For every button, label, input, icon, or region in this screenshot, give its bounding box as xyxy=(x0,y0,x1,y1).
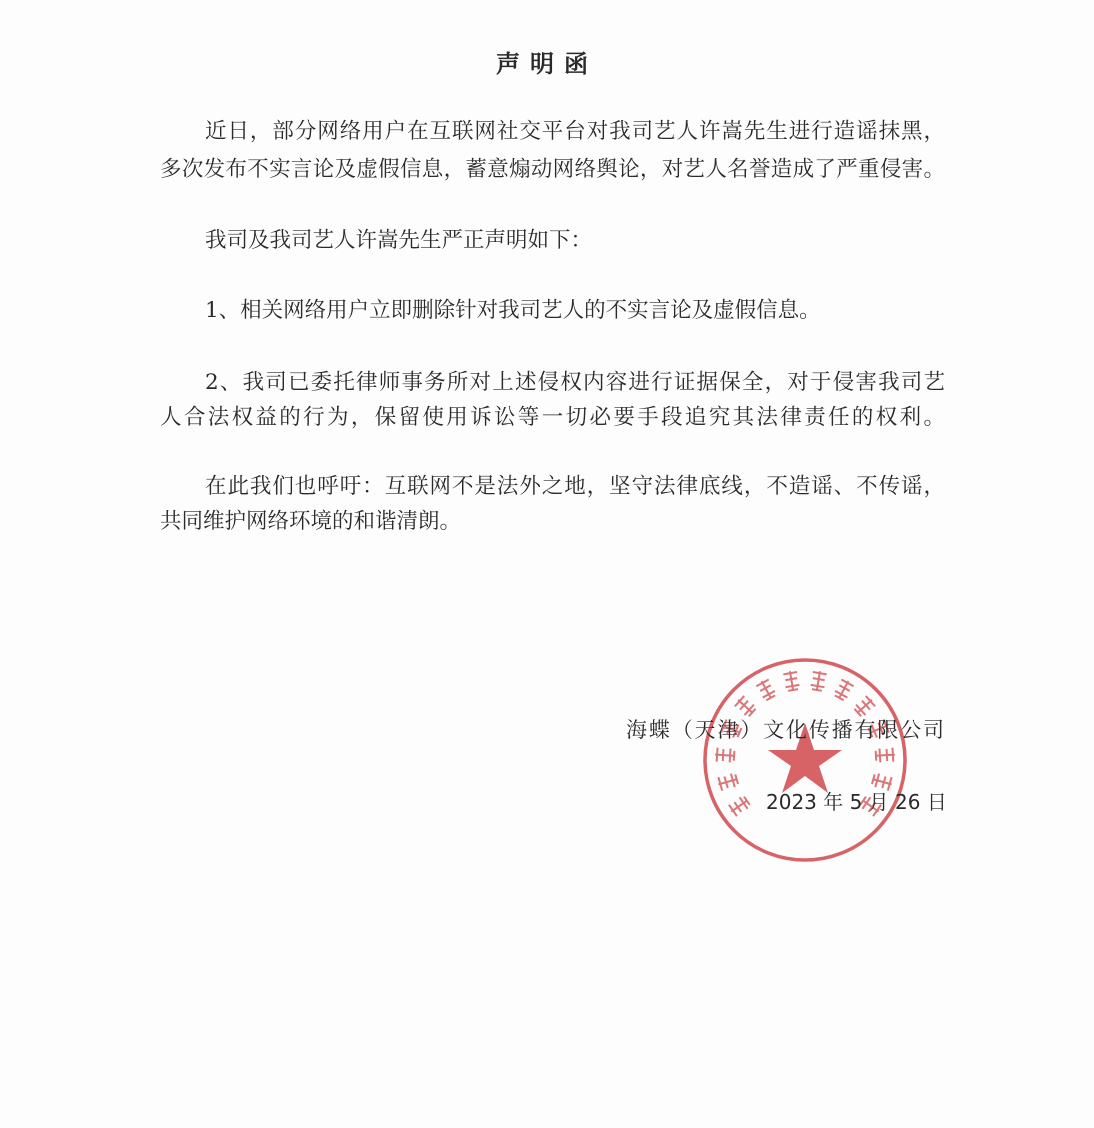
paragraph-2: 我司及我司艺人许嵩先生严正声明如下： xyxy=(205,228,593,253)
seal-glyph-mark xyxy=(716,773,738,792)
signature-date: 2023 年 5 月 26 日 xyxy=(766,790,947,814)
company-seal-stamp xyxy=(700,655,910,865)
paragraph-item-1: 1、相关网络用户立即删除针对我司艺人的不实言论及虚假信息。 xyxy=(205,298,821,323)
seal-glyph-mark xyxy=(727,795,751,817)
paragraph-5-line-1: 在此我们也呼吁：互联网不是法外之地，坚守法律底线，不造谣、不传谣， xyxy=(205,474,945,499)
paragraph-1-line-1: 近日，部分网络用户在互联网社交平台对我司艺人许嵩先生进行造谣抹黑， xyxy=(205,119,945,144)
paragraph-5-line-2: 共同维护网络环境的和谐清朗。 xyxy=(160,509,462,534)
seal-glyph-mark xyxy=(875,748,895,763)
seal-glyph-mark xyxy=(755,678,776,701)
paragraph-1-line-2: 多次发布不实言论及虚假信息，蓄意煽动网络舆论，对艺人名誉造成了严重侵害。 xyxy=(160,157,945,182)
paragraph-item-2-line-2: 人合法权益的行为，保留使用诉讼等一切必要手段追究其法律责任的权利。 xyxy=(160,405,945,430)
document-title: 声明函 xyxy=(496,49,598,78)
seal-glyph-mark xyxy=(715,748,735,763)
signature-company: 海蝶（天津）文化传播有限公司 xyxy=(626,718,944,742)
paragraph-item-2-line-1: 2、我司已委托律师事务所对上述侵权内容进行证据保全，对于侵害我司艺 xyxy=(205,370,945,395)
seal-glyph-mark xyxy=(783,670,800,691)
seal-glyph-mark xyxy=(810,670,827,691)
seal-glyph-mark xyxy=(833,678,854,701)
